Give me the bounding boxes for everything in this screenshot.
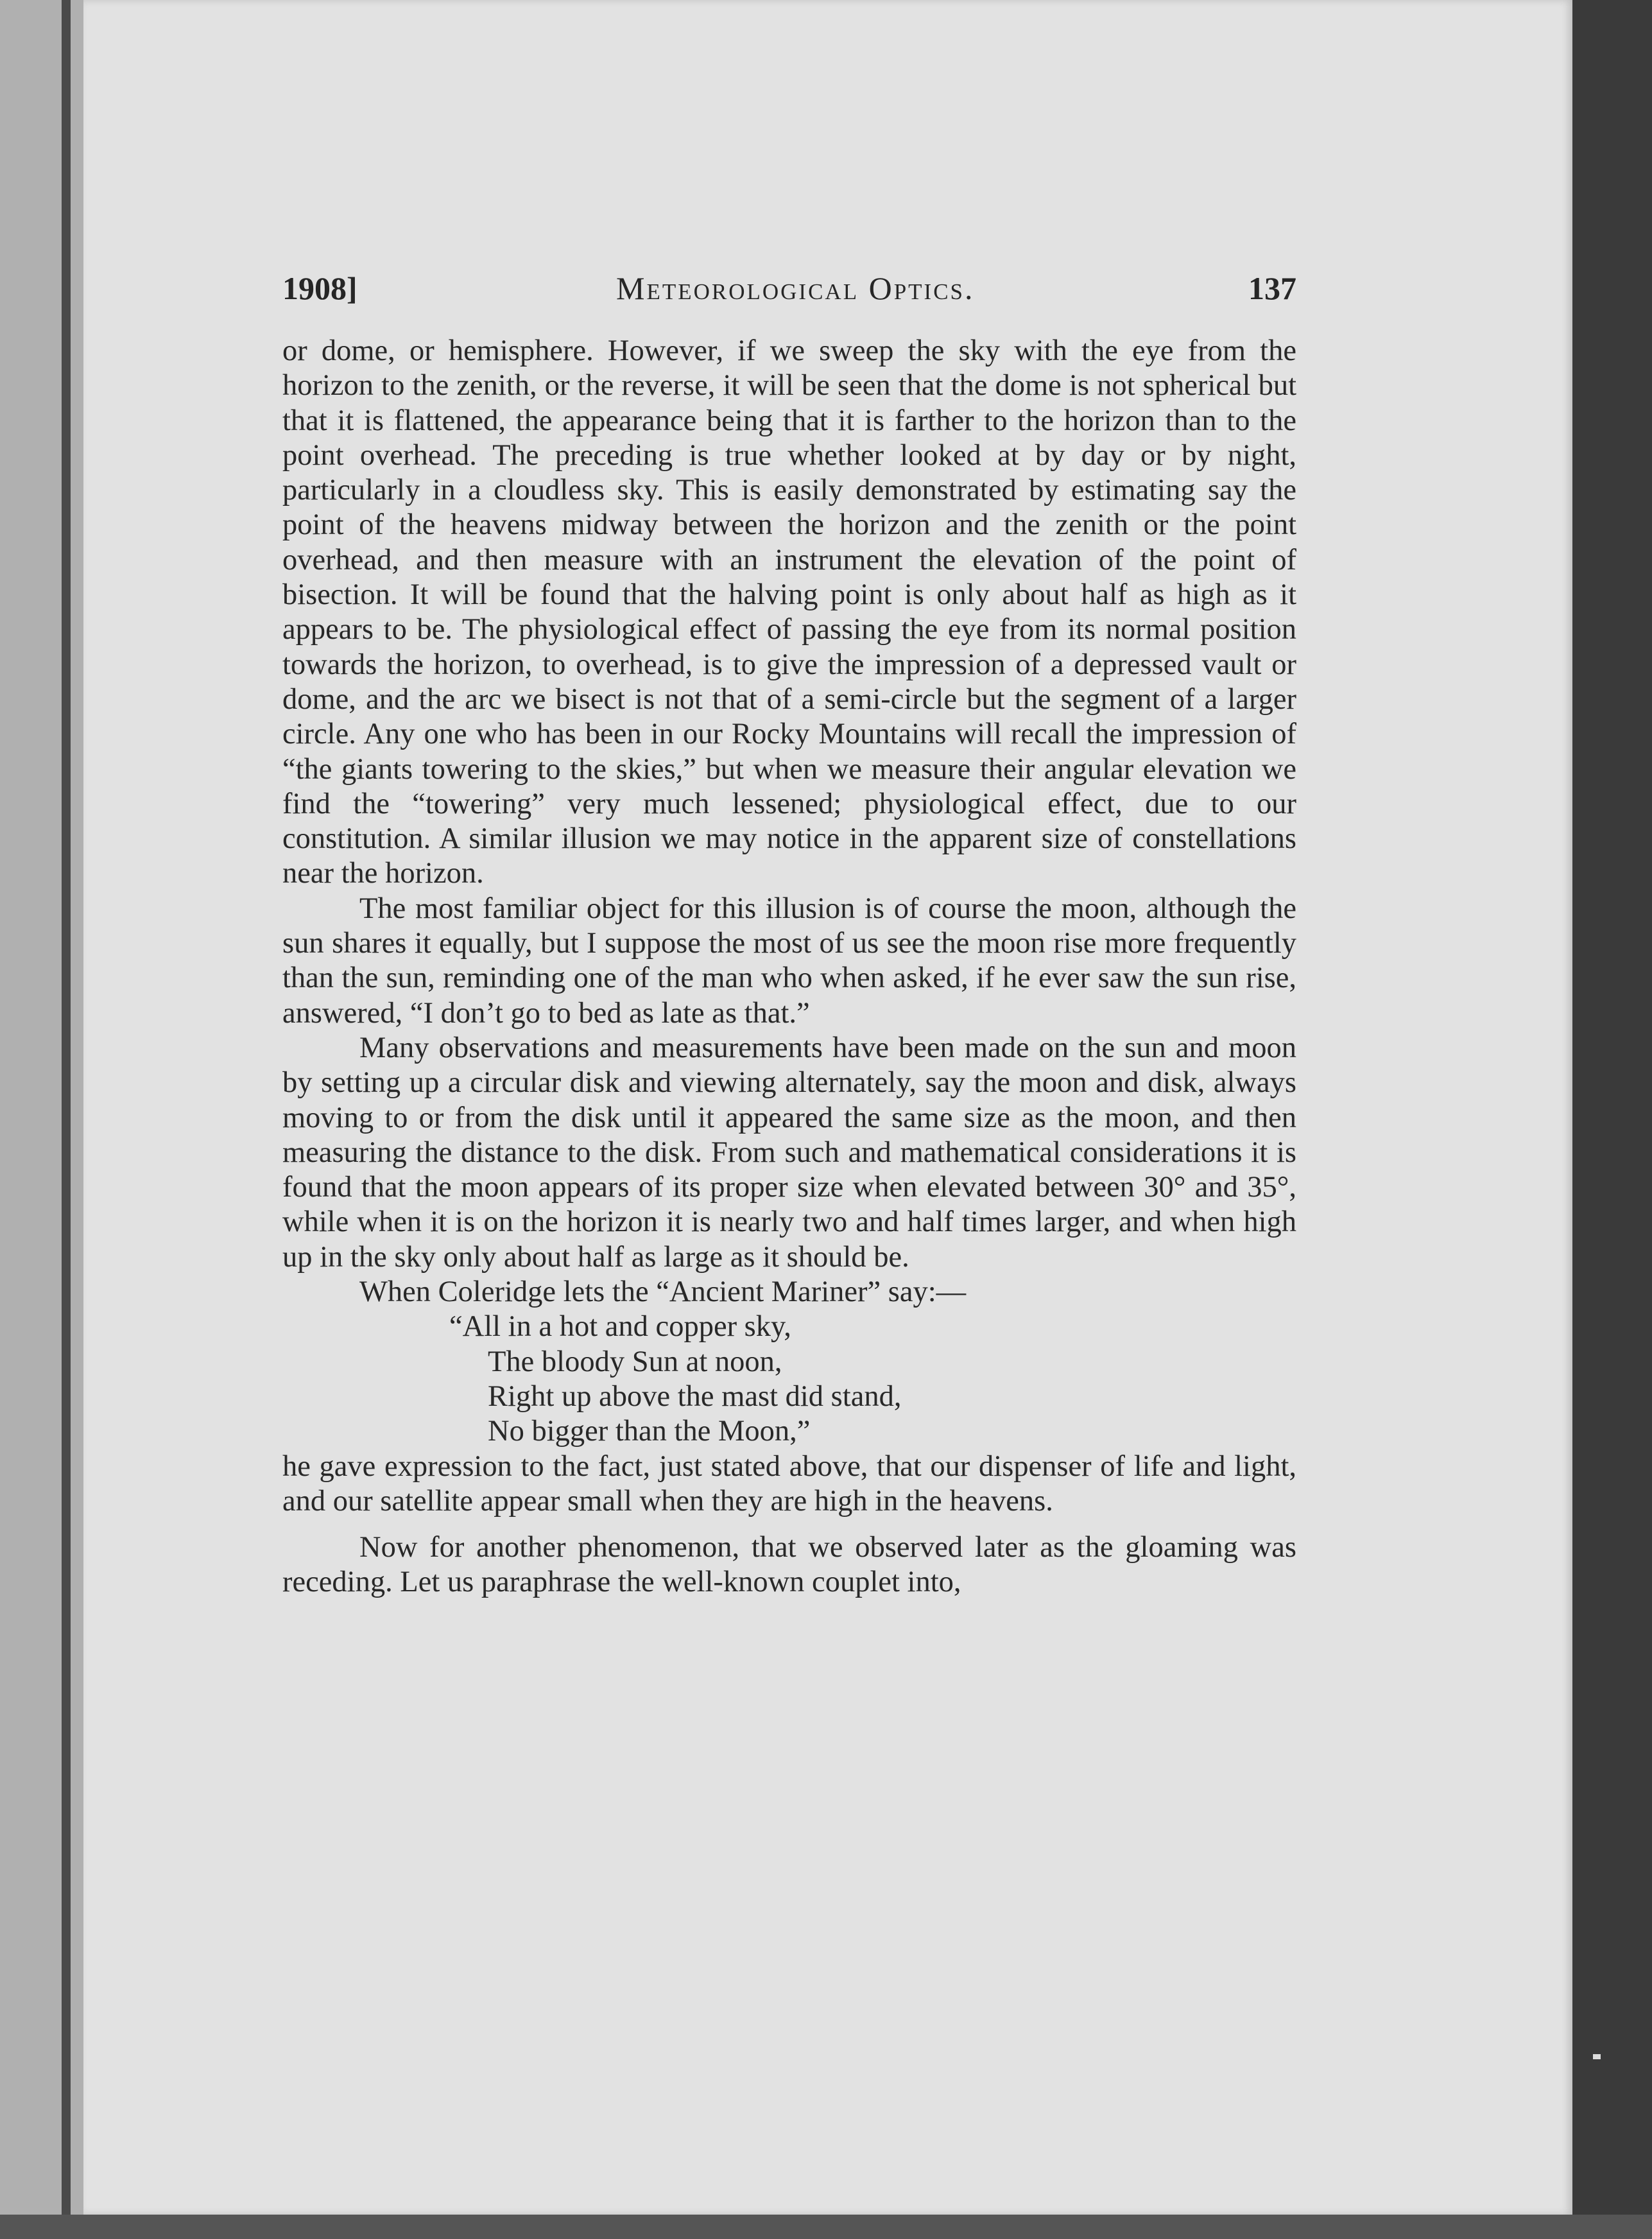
- verse-line: The bloody Sun at noon,: [488, 1345, 782, 1378]
- verse-line: No bigger than the Moon,”: [488, 1415, 811, 1448]
- bottom-edge: [0, 2215, 1652, 2239]
- verse-line: “All in a hot and copper sky,: [449, 1310, 791, 1344]
- running-header: [282, 270, 1296, 315]
- left-margin: [0, 0, 83, 2239]
- paragraph-moon-illusion: The most familiar object for this illusion is of course the moon, although the sun shares it equally, but I suppose the most of us see the moon rise more frequently than the sun, reminding one of the man who when asked, if he ever saw the sun rise, answered, “I don’t go to bed as late as that.”: [282, 892, 1296, 1030]
- paragraph-phenomenon: Now for another phenomenon, that we observed later as the gloaming was receding. Let us paraphrase the well-known couplet into,: [282, 1531, 1296, 1599]
- body-text: [282, 334, 1296, 1600]
- dust-speck: [1593, 2054, 1601, 2059]
- paragraph-coleridge: When Coleridge lets the “Ancient Mariner” say:—: [359, 1275, 967, 1309]
- verse-quote: [449, 1310, 1296, 1449]
- paragraph-dome: or dome, or hemisphere. However, if we sweep the sky with the eye from the horizon to the zenith, or the reverse, it will be seen that the dome is not spherical but that it is flattened, the appearance being that it is farther to the horizon than to the point overhead. The preceding is true whether looked at by day or by night, particularly in a cloudless sky. This is easily demonstrated by estimating say the point of the heavens midway between the horizon and the zenith or the point overhead, and then measure with an instrument the elevation of the point of bisection. It will be found that the halving point is only about half as high as it appears to be. The physiological effect of passing the eye from its normal position towards the horizon, to overhead, is to give the impression of a depressed vault or dome, and the arc we bisect is not that of a semi-circle but the segment of a larger circle. Any one who has been in our Rocky Mountains will recall the impression of “the giants towering to the skies,” but when we measure their angular elevation we find the “towering” very much lessened; physiological effect, due to our constitution. A similar illusion we may notice in the apparent size of constellations near the horizon.: [282, 334, 1296, 890]
- running-title: Meteorological Optics.: [616, 270, 975, 306]
- header-year: 1908]: [282, 270, 357, 306]
- right-shadow: [1572, 0, 1652, 2239]
- paragraph-expression: he gave expression to the fact, just stated above, that our dispenser of life and light, and our satellite appear small when they are high in the heavens.: [282, 1449, 1296, 1517]
- page-number: 137: [1248, 270, 1296, 306]
- binding-edge: [62, 0, 71, 2221]
- verse-line: Right up above the mast did stand,: [488, 1379, 902, 1413]
- paragraph-observations: Many observations and measurements have been made on the sun and moon by setting up a circular disk and viewing alternately, say the moon and disk, always moving to or from the disk until it appeared the same size as the moon, and then measuring the distance to the disk. From such and mathematical considerations it is found that the moon appears of its proper size when elevated between 30° and 35°, while when it is on the horizon it is nearly two and half times larger, and when high up in the sky only about half as large as it should be.: [282, 1031, 1296, 1274]
